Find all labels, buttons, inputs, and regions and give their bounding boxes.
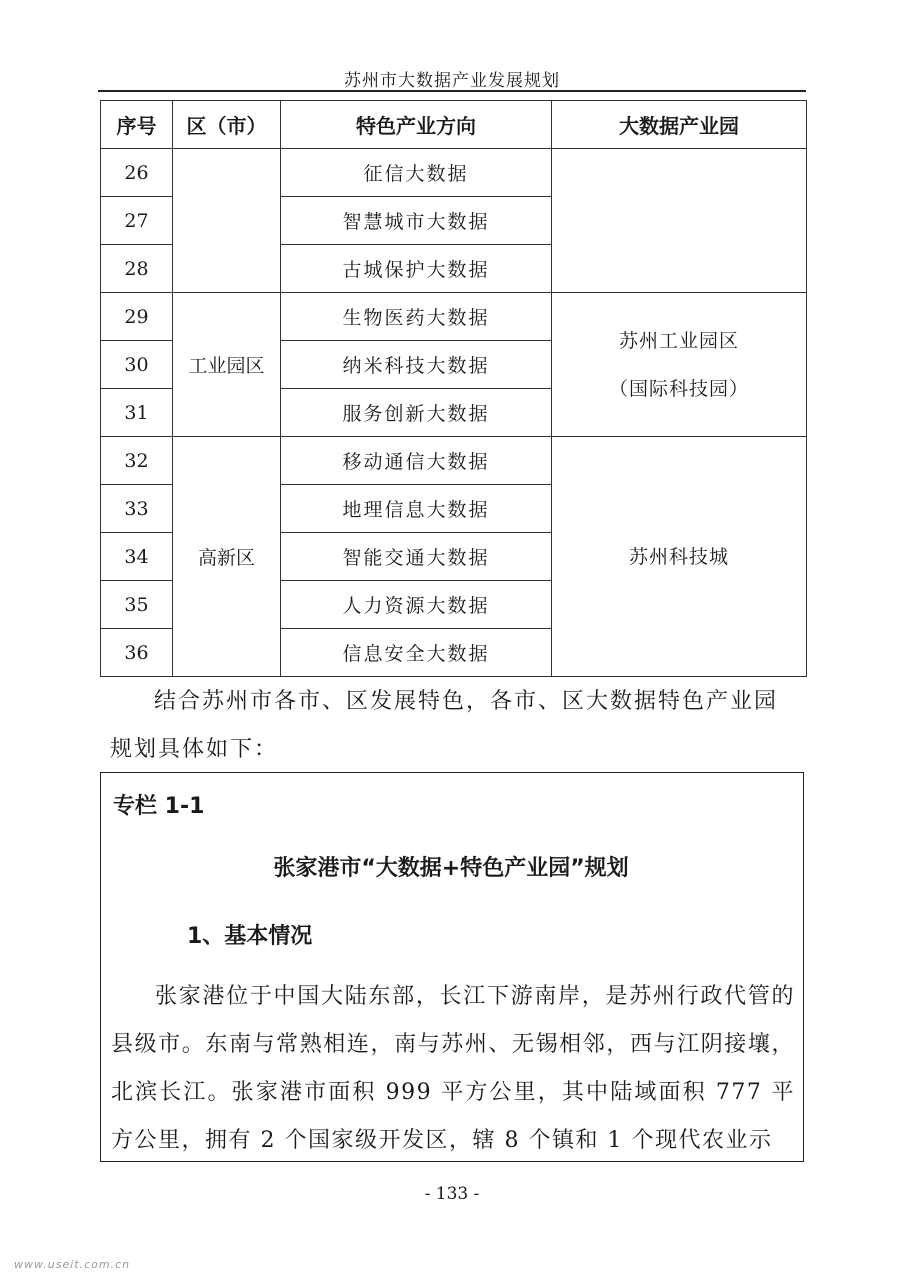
running-header: 苏州市大数据产业发展规划 — [344, 71, 560, 91]
row-number-cell: 29 — [101, 293, 173, 341]
district-cell — [173, 149, 281, 293]
industry-direction-cell: 智能交通大数据 — [281, 533, 552, 581]
column-header: 序号 — [101, 101, 173, 149]
industry-park-cell — [552, 149, 807, 293]
column-header: 大数据产业园 — [552, 101, 807, 149]
column-title: 张家港市“大数据+特色产业园”规划 — [273, 856, 629, 881]
feature-column-box — [100, 772, 804, 1162]
row-number-cell: 31 — [101, 389, 173, 437]
row-number-cell: 33 — [101, 485, 173, 533]
intro-paragraph: 结合苏州市各市、区发展特色，各市、区大数据特色产业园规划具体如下： — [110, 689, 779, 762]
column-header: 特色产业方向 — [281, 101, 552, 149]
row-number-cell: 34 — [101, 533, 173, 581]
industry-direction-cell: 人力资源大数据 — [281, 581, 552, 629]
district-cell: 工业园区 — [173, 293, 281, 437]
industry-direction-cell: 征信大数据 — [281, 149, 552, 197]
industry-direction-cell: 地理信息大数据 — [281, 485, 552, 533]
industry-direction-cell: 纳米科技大数据 — [281, 341, 552, 389]
industry-direction-cell: 移动通信大数据 — [281, 437, 552, 485]
row-number-cell: 30 — [101, 341, 173, 389]
header-rule — [98, 90, 806, 92]
park-name-line: 苏州工业园区 — [618, 329, 739, 352]
industry-direction-cell: 智慧城市大数据 — [281, 197, 552, 245]
row-number-cell: 28 — [101, 245, 173, 293]
industry-direction-cell: 古城保护大数据 — [281, 245, 552, 293]
watermark: www.useit.com.cn — [14, 1258, 131, 1271]
column-body-text: 张家港位于中国大陆东部，长江下游南岸，是苏州行政代管的县级市。东南与常熟相连，南与苏州、无锡相邻，西与江阴接壤，北滨长江。张家港市面积 999 平方公里，其中陆域面积 777 平方公里，拥有 2 个国家级开发区，辖 8 个镇和 1 个现代农业示 — [111, 984, 795, 1153]
table-row — [101, 293, 807, 341]
row-number-cell: 36 — [101, 629, 173, 677]
row-number-cell: 35 — [101, 581, 173, 629]
row-number-cell: 27 — [101, 197, 173, 245]
district-cell: 高新区 — [173, 437, 281, 677]
industry-park-table — [100, 100, 807, 677]
section-subheading: 1、基本情况 — [187, 924, 313, 949]
row-number-cell: 26 — [101, 149, 173, 197]
industry-direction-cell: 服务创新大数据 — [281, 389, 552, 437]
industry-park-cell — [552, 293, 807, 437]
table-row — [101, 149, 807, 197]
column-label: 专栏 1-1 — [113, 794, 205, 819]
row-number-cell: 32 — [101, 437, 173, 485]
industry-park-cell — [552, 437, 807, 677]
page-number: - 133 - — [424, 1184, 480, 1204]
table-body — [101, 149, 807, 677]
park-name-line: 苏州科技城 — [628, 545, 729, 568]
table-row — [101, 437, 807, 485]
park-name-line: （国际科技园） — [608, 377, 749, 400]
column-header: 区（市） — [173, 101, 281, 149]
table-header-row — [101, 101, 807, 149]
industry-direction-cell: 生物医药大数据 — [281, 293, 552, 341]
industry-direction-cell: 信息安全大数据 — [281, 629, 552, 677]
